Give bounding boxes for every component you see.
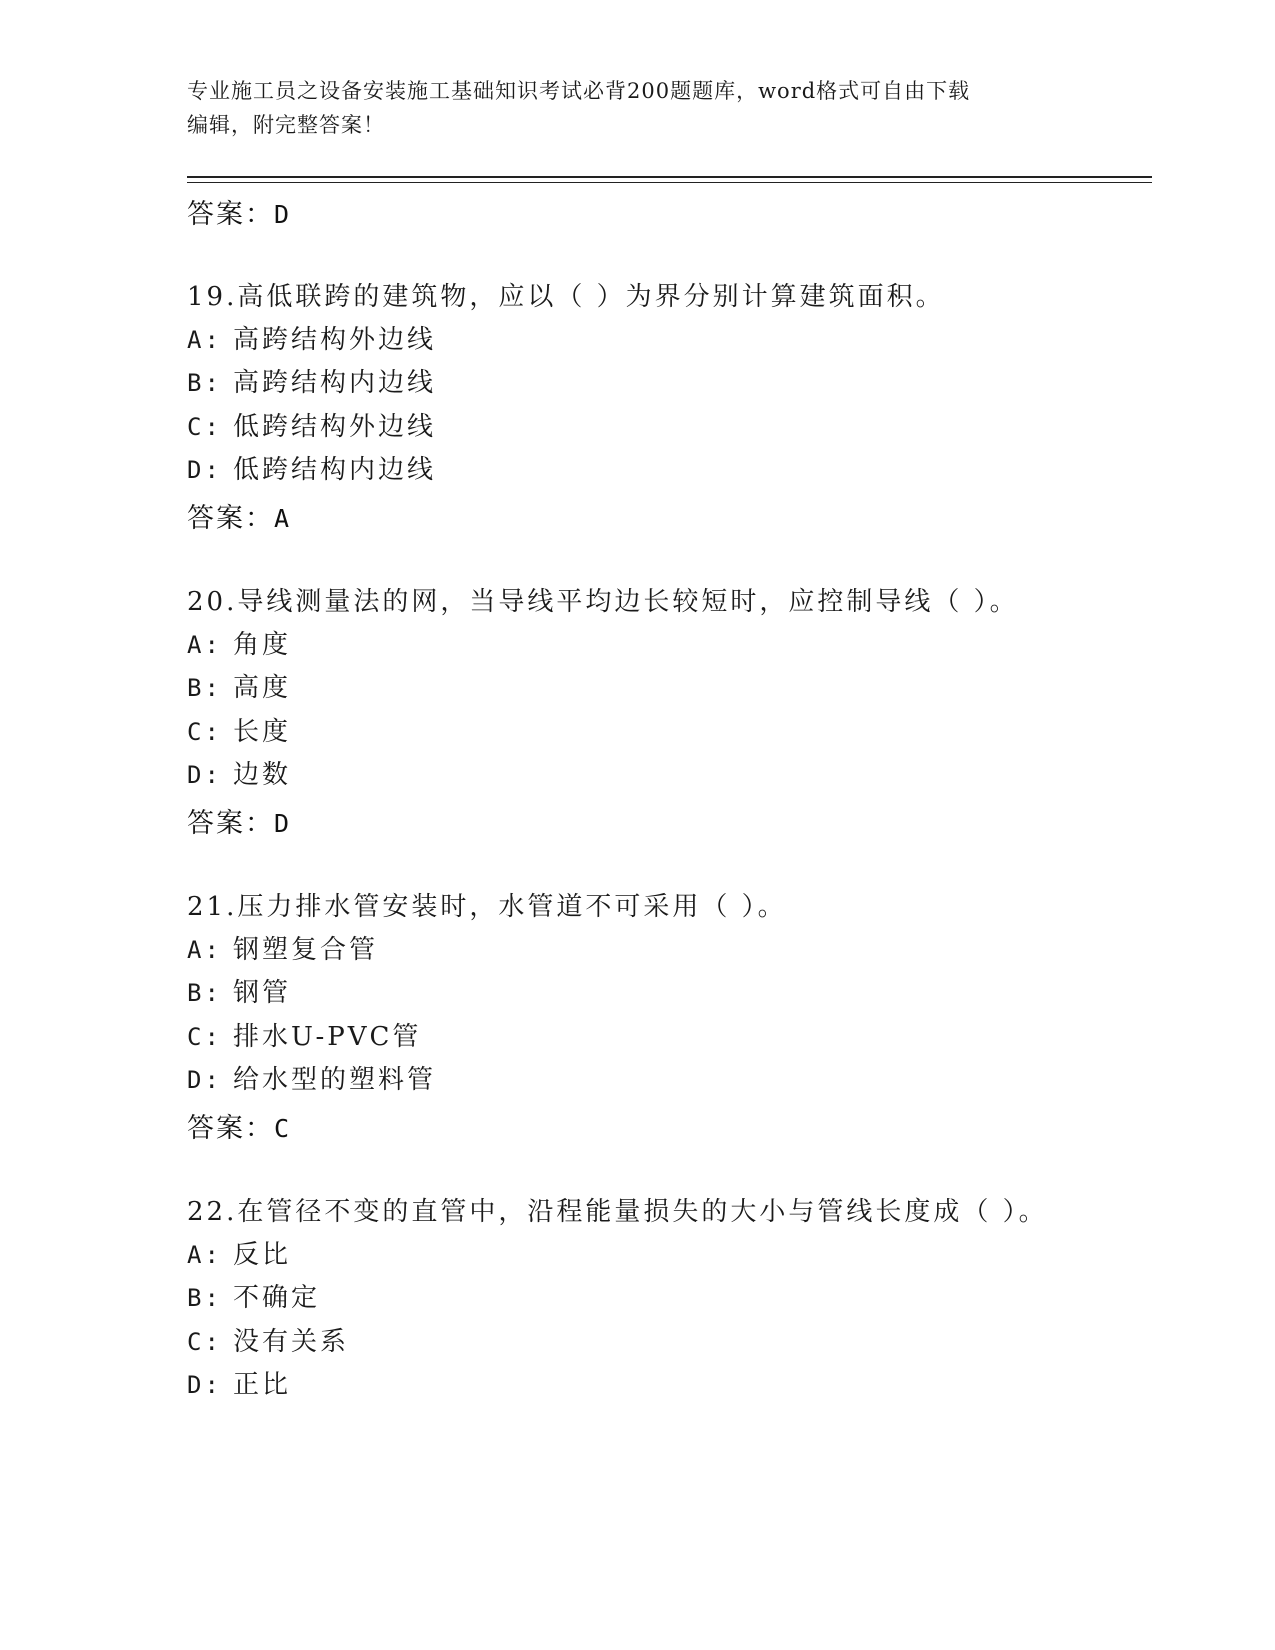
header-divider-thick (187, 176, 1152, 178)
option-text: 不确定 (233, 1283, 321, 1313)
option-text: 正比 (233, 1370, 292, 1400)
header-line-2: 编辑，附完整答案！ (187, 113, 385, 137)
option-text: 低跨结构外边线 (233, 412, 437, 442)
option-text: 高跨结构外边线 (233, 325, 437, 355)
option-d (187, 1364, 291, 1401)
option-letter: B: (187, 369, 222, 397)
option-text: 给水型的塑料管 (233, 1065, 437, 1095)
option-a (187, 929, 378, 966)
question-stem: 22.在管径不变的直管中，沿程能量损失的大小与管线长度成（ ）。 (187, 1197, 1048, 1227)
option-letter: D: (187, 1371, 222, 1399)
option-letter: D: (187, 1066, 222, 1094)
header-line-1: 专业施工员之设备安装施工基础知识考试必背200题题库，word格式可自由下载 (187, 79, 971, 103)
option-text: 反比 (233, 1240, 292, 1270)
option-letter: D: (187, 456, 222, 484)
option-c (187, 1321, 349, 1358)
option-text: 角度 (233, 630, 292, 660)
header-divider-thin (187, 182, 1152, 183)
option-letter: A: (187, 631, 222, 659)
answer (187, 496, 291, 535)
option-c (187, 1016, 421, 1053)
option-b (187, 972, 291, 1009)
option-text: 钢塑复合管 (233, 935, 379, 965)
option-letter: A: (187, 326, 222, 354)
answer (187, 801, 291, 840)
option-text: 低跨结构内边线 (233, 455, 437, 485)
option-b (187, 1277, 320, 1314)
option-letter: C: (187, 1328, 222, 1356)
option-letter: B: (187, 1284, 222, 1312)
answer-value: A (274, 504, 292, 533)
answer-label: 答案： (187, 808, 274, 839)
option-letter: C: (187, 718, 222, 746)
question-stem: 21.压力排水管安装时，水管道不可采用（ ）。 (187, 892, 787, 922)
option-text: 高度 (233, 673, 292, 703)
document-header (187, 74, 1067, 142)
option-b (187, 362, 436, 399)
option-letter: A: (187, 936, 222, 964)
question-stem: 19.高低联跨的建筑物，应以（ ）为界分别计算建筑面积。 (187, 282, 945, 312)
answer-label: 答案： (187, 199, 274, 230)
option-a (187, 319, 436, 356)
option-letter: C: (187, 1023, 222, 1051)
answer (187, 1106, 291, 1145)
option-text: 长度 (233, 717, 292, 747)
option-letter: C: (187, 413, 222, 441)
answer-label: 答案： (187, 503, 274, 534)
option-c (187, 711, 291, 748)
option-letter: B: (187, 979, 222, 1007)
option-a (187, 624, 291, 661)
option-text: 排水U-PVC管 (233, 1022, 422, 1052)
option-text: 边数 (233, 760, 292, 790)
option-d (187, 754, 291, 791)
option-a (187, 1234, 291, 1271)
answer-value: D (274, 200, 292, 229)
option-text: 高跨结构内边线 (233, 368, 437, 398)
question-stem: 20.导线测量法的网，当导线平均边长较短时，应控制导线（ ）。 (187, 587, 1019, 617)
option-d (187, 1059, 436, 1096)
answer-value: D (274, 809, 292, 838)
answer-label: 答案： (187, 1113, 274, 1144)
option-d (187, 449, 436, 486)
option-b (187, 667, 291, 704)
option-letter: D: (187, 761, 222, 789)
option-text: 没有关系 (233, 1327, 350, 1357)
option-letter: A: (187, 1241, 222, 1269)
option-letter: B: (187, 674, 222, 702)
option-text: 钢管 (233, 978, 292, 1008)
option-c (187, 406, 436, 443)
previous-answer (187, 192, 291, 231)
answer-value: C (274, 1114, 292, 1143)
